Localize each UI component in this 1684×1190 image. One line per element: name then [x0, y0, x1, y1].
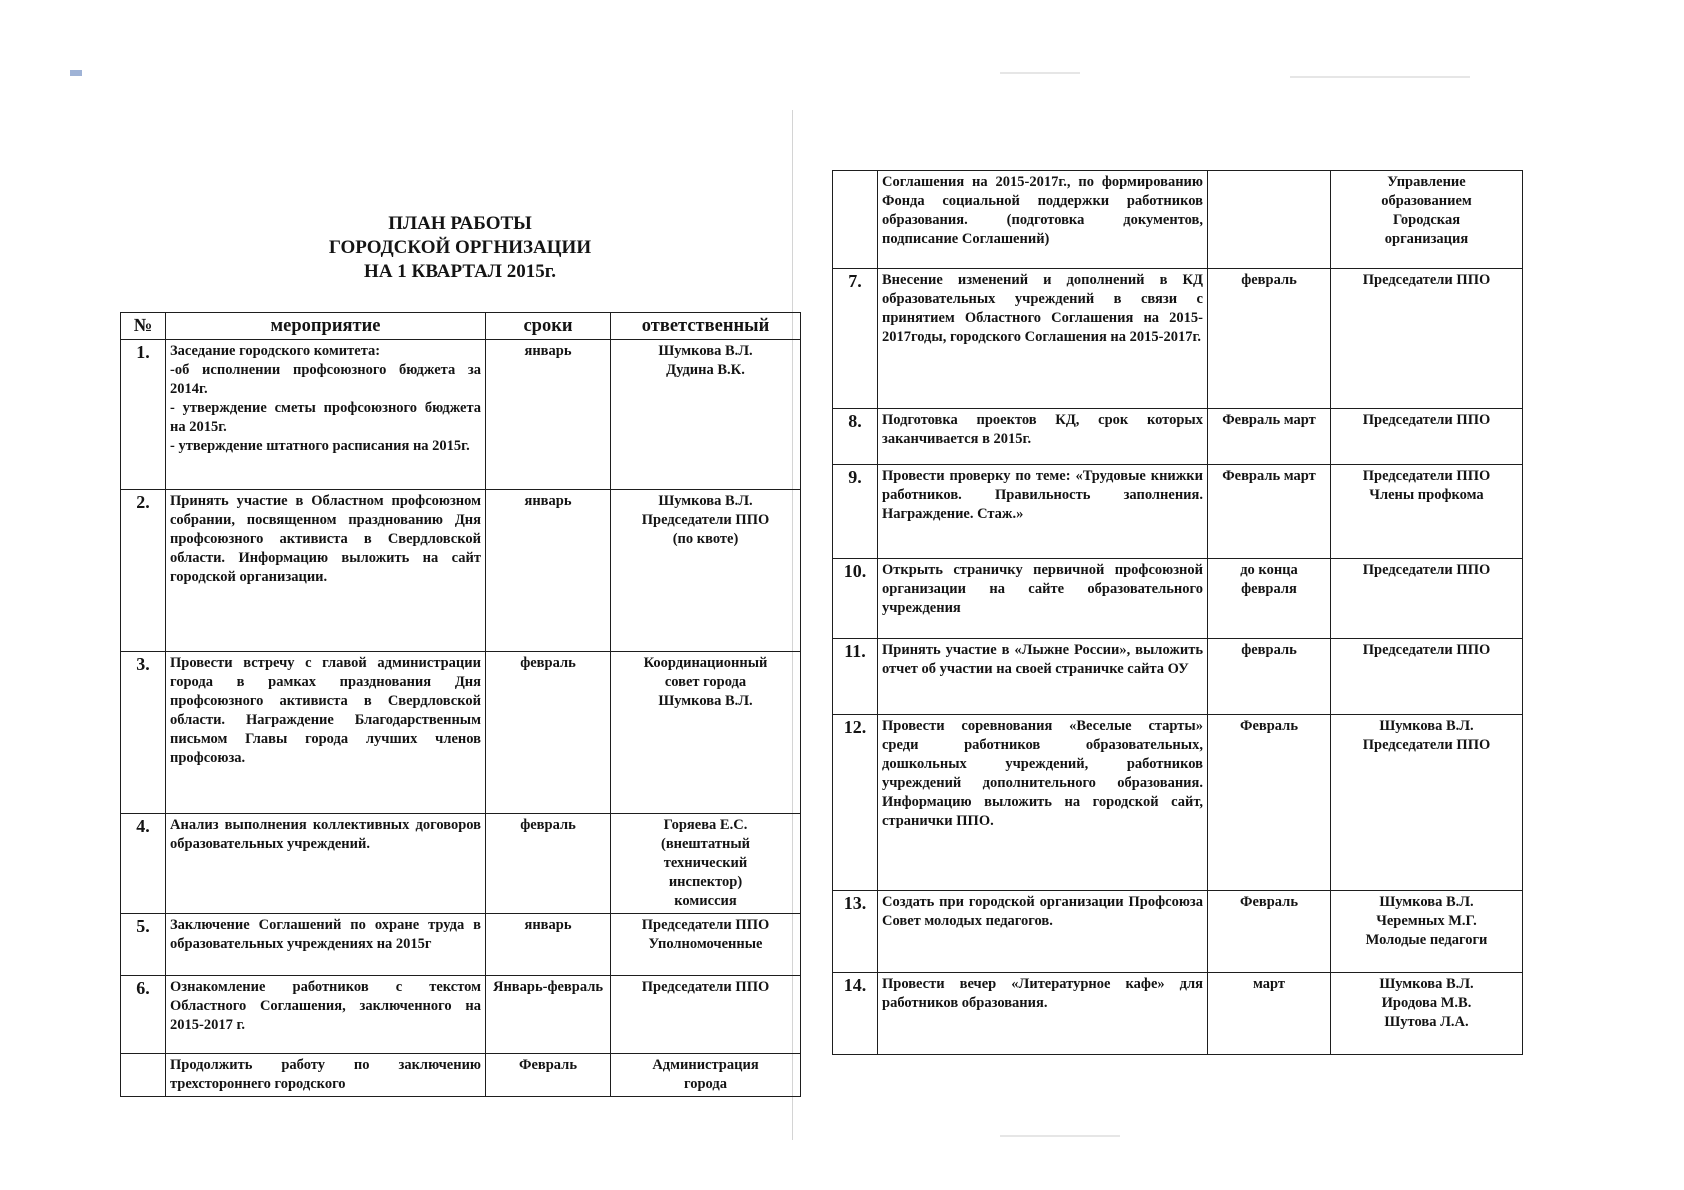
event-cell [166, 652, 486, 814]
date-cell: январь [486, 914, 611, 976]
header-event: мероприятие [166, 313, 486, 340]
responsible-name: инспектор) [668, 874, 743, 890]
plan-table-left [120, 312, 801, 1097]
event-cell [166, 340, 486, 490]
event-text: Ознакомление работников с текстом Областного Соглашения, заключенного на 2015-2017 г. [170, 979, 481, 1033]
row-number: 7. [833, 269, 878, 409]
responsible-cell [611, 814, 801, 914]
event-cell [166, 490, 486, 652]
event-cell [166, 976, 486, 1054]
responsible-name: Председатели ППО [1362, 412, 1491, 428]
event-cell [878, 409, 1208, 465]
row-number: 3. [121, 652, 166, 814]
responsible-name: Председатели ППО [1362, 642, 1491, 658]
responsible-name: (внештатный [660, 836, 751, 852]
date-cell: Февраль [486, 1054, 611, 1097]
table-header-row [121, 313, 801, 340]
table-row [121, 340, 801, 490]
row-number: 14. [833, 973, 878, 1055]
event-cell [878, 171, 1208, 269]
event-text: Провести соревнования «Веселые старты» среди работников образовательных, дошкольных учреждений, работников учреждений дополнительного образования. Информацию выложить на городской сайт, странички ППО. [882, 718, 1203, 829]
table-row [121, 1054, 801, 1097]
event-text: - утверждение сметы профсоюзного бюджета на 2015г. [170, 400, 481, 435]
responsible-cell [1331, 409, 1523, 465]
table-row [121, 814, 801, 914]
event-text: - утверждение штатного расписания на 2015г. [170, 438, 470, 454]
responsible-name: комиссия [674, 893, 737, 909]
responsible-cell [611, 1054, 801, 1097]
responsible-cell [611, 652, 801, 814]
table-row [833, 639, 1523, 715]
row-number: 4. [121, 814, 166, 914]
table-row [121, 652, 801, 814]
event-text: Провести вечер «Литературное кафе» для работников образования. [882, 976, 1203, 1011]
responsible-cell [611, 490, 801, 652]
responsible-name: совет города [664, 674, 747, 690]
responsible-cell [1331, 973, 1523, 1055]
responsible-name: Председатели ППО [641, 512, 770, 528]
event-cell [166, 1054, 486, 1097]
event-text: Заключение Соглашений по охране труда в образовательных учреждениях на 2015г [170, 917, 481, 952]
responsible-name: Шутова Л.А. [1384, 1014, 1469, 1030]
responsible-name: Молодые педагоги [1365, 932, 1488, 948]
event-text: Подготовка проектов КД, срок которых заканчивается в 2015г. [882, 412, 1203, 447]
date-cell: февраль [1208, 639, 1331, 715]
row-number [833, 171, 878, 269]
responsible-cell [611, 976, 801, 1054]
responsible-name: Председатели ППО [1362, 468, 1491, 484]
table-row [121, 976, 801, 1054]
event-cell [878, 465, 1208, 559]
event-text: Заседание городского комитета: [170, 343, 381, 359]
event-text: Создать при городской организации Профсоюза Совет молодых педагогов. [882, 894, 1203, 929]
responsible-name: Дудина В.К. [666, 362, 745, 378]
row-number: 11. [833, 639, 878, 715]
responsible-name: технический [663, 855, 748, 871]
responsible-name: образованием [1381, 193, 1472, 209]
row-number: 1. [121, 340, 166, 490]
responsible-name: Городская [1392, 212, 1461, 228]
date-cell: Февраль [1208, 891, 1331, 973]
event-cell [878, 973, 1208, 1055]
row-number: 6. [121, 976, 166, 1054]
document-title [260, 212, 660, 284]
event-text: Открыть страничку первичной профсоюзной организации на сайте образовательного учреждения [882, 562, 1203, 616]
event-text: Принять участие в Областном профсоюзном собрании, посвященном празднованию Дня профсоюзного активиста в Свердловской области. Информацию выложить на сайт городской организации. [170, 493, 481, 585]
event-cell [878, 639, 1208, 715]
event-cell [878, 891, 1208, 973]
event-text: Анализ выполнения коллективных договоров образовательных учреждений. [170, 817, 481, 852]
responsible-cell [1331, 639, 1523, 715]
responsible-name: Иродова М.В. [1381, 995, 1472, 1011]
title-line: НА 1 КВАРТАЛ 2015г. [364, 261, 556, 282]
event-cell [166, 914, 486, 976]
table-row [121, 490, 801, 652]
date-cell: февраль [486, 652, 611, 814]
responsible-name: Председатели ППО [641, 917, 770, 933]
responsible-name: Шумкова В.Л. [658, 493, 753, 509]
row-number: 5. [121, 914, 166, 976]
responsible-name: Шумкова В.Л. [1379, 894, 1474, 910]
responsible-name: Шумкова В.Л. [1379, 976, 1474, 992]
table-row [833, 409, 1523, 465]
responsible-name: Председатели ППО [641, 979, 770, 995]
table-row [833, 715, 1523, 891]
responsible-name: Управление [1387, 174, 1466, 190]
date-cell: Февраль март [1208, 465, 1331, 559]
date-cell: март [1208, 973, 1331, 1055]
plan-table-right [832, 170, 1523, 1055]
responsible-cell [1331, 465, 1523, 559]
responsible-name: (по квоте) [672, 531, 739, 547]
responsible-name: Председатели ППО [1362, 737, 1491, 753]
event-cell [878, 715, 1208, 891]
responsible-name: Члены профкома [1369, 487, 1484, 503]
date-cell: до конца февраля [1208, 559, 1331, 639]
event-cell [878, 269, 1208, 409]
responsible-name: города [684, 1076, 727, 1092]
date-cell [1208, 171, 1331, 269]
header-num: № [121, 313, 166, 340]
table-row [833, 973, 1523, 1055]
title-line: ПЛАН РАБОТЫ [388, 213, 532, 234]
responsible-name: Уполномоченные [648, 936, 763, 952]
row-number: 10. [833, 559, 878, 639]
table-row [833, 559, 1523, 639]
event-text: Соглашения на 2015-2017г., по формированию Фонда социальной поддержки работников образования. (подготовка документов, подписание Соглашений) [882, 174, 1203, 247]
scan-smudge [1000, 1135, 1120, 1137]
table-row [833, 269, 1523, 409]
title-line: ГОРОДСКОЙ ОРГНИЗАЦИИ [328, 237, 592, 258]
date-cell: Январь-февраль [486, 976, 611, 1054]
scan-smudge [1000, 72, 1080, 74]
responsible-name: Шумкова В.Л. [1379, 718, 1474, 734]
date-cell: февраль [486, 814, 611, 914]
responsible-name: Шумкова В.Л. [658, 693, 753, 709]
responsible-name: Администрация [652, 1057, 759, 1073]
responsible-name: Шумкова В.Л. [658, 343, 753, 359]
date-cell: Февраль март [1208, 409, 1331, 465]
event-text: Провести проверку по теме: «Трудовые книжки работников. Правильность заполнения. Награждение. Стаж.» [882, 468, 1203, 522]
date-cell: февраль [1208, 269, 1331, 409]
responsible-cell [1331, 171, 1523, 269]
header-responsible: ответственный [611, 313, 801, 340]
event-text: Внесение изменений и дополнений в КД образовательных учреждений в связи с принятием Областного Соглашения на 2015-2017годы, городского Соглашения на 2015-2017г. [882, 272, 1203, 345]
responsible-name: организация [1384, 231, 1469, 247]
row-number: 8. [833, 409, 878, 465]
row-number: 2. [121, 490, 166, 652]
table-row [833, 891, 1523, 973]
row-number: 13. [833, 891, 878, 973]
row-number [121, 1054, 166, 1097]
scan-artifact [70, 70, 82, 76]
date-cell: январь [486, 340, 611, 490]
responsible-name: Координационный [643, 655, 768, 671]
event-text: Провести встречу с главой администрации города в рамках празднования Дня профсоюзного активиста в Свердловской области. Награждение Благодарственным письмом Главы города лучших членов профсоюза. [170, 655, 481, 766]
event-cell [166, 814, 486, 914]
responsible-name: Председатели ППО [1362, 272, 1491, 288]
date-cell: Февраль [1208, 715, 1331, 891]
table-row [833, 171, 1523, 269]
event-text: Продолжить работу по заключению трехстороннего городского [170, 1057, 481, 1092]
event-text: Принять участие в «Лыжне России», выложить отчет об участии на своей страничке сайта ОУ [882, 642, 1203, 677]
row-number: 9. [833, 465, 878, 559]
event-text: -об исполнении профсоюзного бюджета за 2014г. [170, 362, 481, 397]
responsible-name: Председатели ППО [1362, 562, 1491, 578]
table-row [833, 465, 1523, 559]
responsible-cell [611, 914, 801, 976]
responsible-name: Черемных М.Г. [1376, 913, 1477, 929]
responsible-cell [611, 340, 801, 490]
responsible-cell [1331, 559, 1523, 639]
row-number: 12. [833, 715, 878, 891]
table-row [121, 914, 801, 976]
event-cell [878, 559, 1208, 639]
responsible-cell [1331, 269, 1523, 409]
responsible-cell [1331, 715, 1523, 891]
date-cell: январь [486, 490, 611, 652]
scan-smudge [1290, 76, 1470, 78]
responsible-cell [1331, 891, 1523, 973]
header-date: сроки [486, 313, 611, 340]
responsible-name: Горяева Е.С. [663, 817, 748, 833]
